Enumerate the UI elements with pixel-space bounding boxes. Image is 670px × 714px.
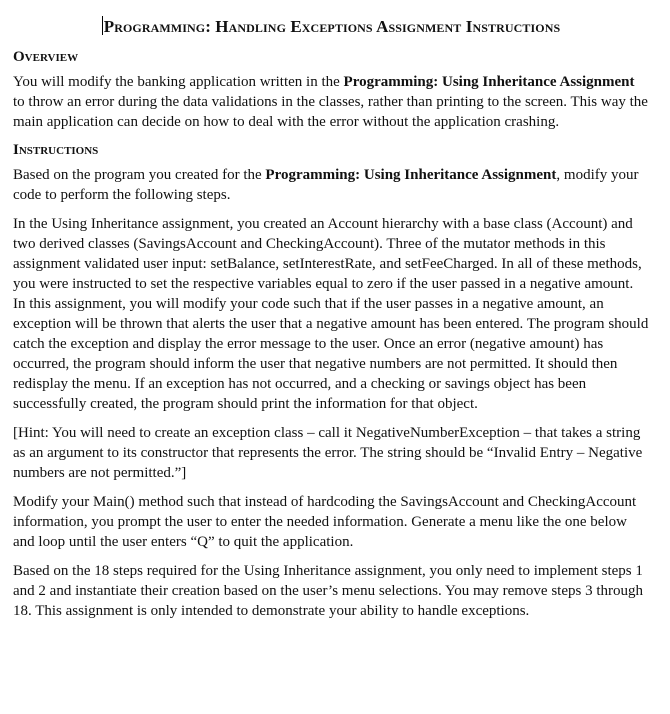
instructions-assignment-name: Programming: Using Inheritance Assignment	[265, 167, 557, 183]
instructions-paragraph-2: In the Using Inheritance assignment, you created an Account hierarchy with a base class (Account) and two derived classes (SavingsAccount and CheckingAccount). Three of the mutator methods in this assignment validated user input: setBalance, setInterestRate, and setFeeCharged. In all of these methods, you were instructed to set the respective variables equal to zero if the user passed in a negative amount. In this assignment, you will modify your code such that if the user passes in a negative amount, an exception will be thrown that alerts the user that a negative amount has been entered. The program should catch the exception and display the error message to the user. Once an error (negative amount) has occurred, the program should inform the user that negative numbers are not permitted. It should then redisplay the menu. If an exception has not occurred, and a checking or savings object has been successfully created, the program should print the information for that object.	[13, 216, 649, 412]
text-cursor	[102, 16, 103, 35]
instructions-paragraph-5: Based on the 18 steps required for the Using Inheritance assignment, you only need to implement steps 1 and 2 and instantiate their creation based on the user’s menu selections. You may remove steps 3 through 18. This assignment is only intended to demonstrate your ability to handle exceptions.	[13, 563, 643, 619]
instructions-text-c: , modify your code to perform the following steps.	[13, 167, 639, 203]
overview-paragraph	[13, 72, 649, 132]
document-title	[13, 16, 649, 38]
instructions-paragraph-1	[13, 165, 649, 205]
instructions-heading: Instructions	[13, 142, 99, 158]
instructions-paragraph-4: Modify your Main() method such that instead of hardcoding the SavingsAccount and CheckingAccount information, you prompt the user to enter the needed information. Generate a menu like the one below and loop until the user enters “Q” to quit the application.	[13, 494, 637, 550]
overview-assignment-name: Programming: Using Inheritance Assignment	[343, 74, 635, 90]
document-page	[13, 16, 649, 630]
overview-heading: Overview	[13, 49, 79, 65]
hint-paragraph: [Hint: You will need to create an exception class – call it NegativeNumberException – that takes a string as an argument to its constructor that represents the error. The string should be “Invalid Entry – Negative numbers are not permitted.”]	[13, 425, 643, 481]
overview-text-c: to throw an error during the data validations in the classes, rather than printing to the screen. This way the main application can decide on how to deal with the error without the application crashing.	[13, 94, 648, 130]
overview-text-a: You will modify the banking application written in the	[13, 74, 344, 90]
instructions-text-a: Based on the program you created for the	[13, 167, 266, 183]
document-title-text: Programming: Handling Exceptions Assignment Instructions	[103, 17, 561, 36]
